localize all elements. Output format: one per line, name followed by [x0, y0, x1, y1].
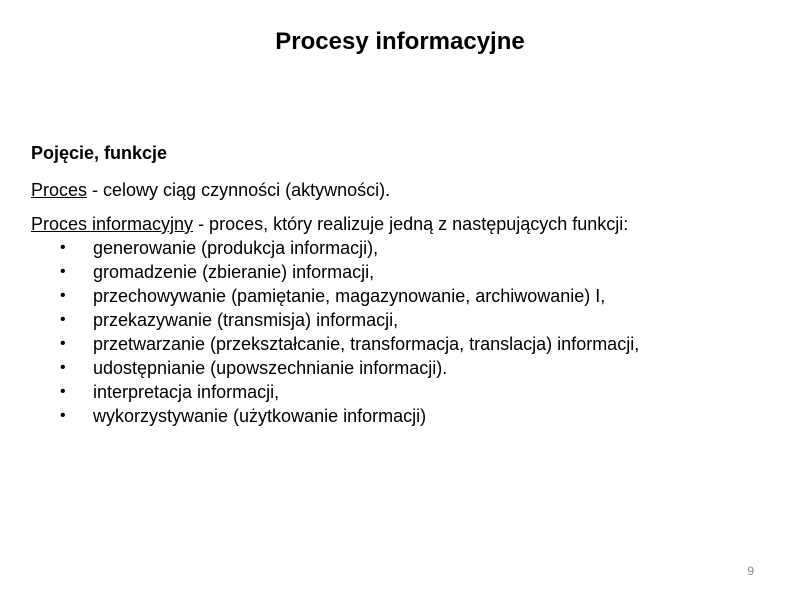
section-heading: Pojęcie, funkcje [31, 143, 168, 163]
definition-information-process [31, 212, 781, 236]
list-item-text: wykorzystywanie (użytkowanie informacji) [93, 406, 427, 426]
slide-content [31, 141, 781, 428]
list-item [31, 332, 781, 356]
bullet-icon: • [60, 311, 66, 328]
bullet-icon: • [60, 239, 66, 256]
bullet-icon: • [60, 407, 66, 424]
definition-text: - proces, który realizuje jedną z następujących funkcji: [193, 214, 629, 234]
bullet-icon: • [60, 287, 66, 304]
list-item [31, 308, 781, 332]
list-item-text: udostępnianie (upowszechnianie informacji). [93, 358, 448, 378]
list-item [31, 404, 781, 428]
bullet-icon: • [60, 335, 66, 352]
definition-term: Proces informacyjny [31, 214, 194, 234]
definition-term: Proces [31, 180, 88, 200]
definition-text: - celowy ciąg czynności (aktywności). [87, 180, 391, 200]
bullet-icon: • [60, 383, 66, 400]
function-list [31, 236, 781, 428]
list-item-text: interpretacja informacji, [93, 382, 280, 402]
list-item-text: przekazywanie (transmisja) informacji, [93, 310, 399, 330]
list-item-text: przetwarzanie (przekształcanie, transformacja, translacja) informacji, [93, 334, 640, 354]
slide-title: Procesy informacyjne [275, 28, 525, 55]
definition-process [31, 178, 781, 202]
list-item-text: gromadzenie (zbieranie) informacji, [93, 262, 375, 282]
list-item-text: przechowywanie (pamiętanie, magazynowanie, archiwowanie) I, [93, 286, 606, 306]
bullet-icon: • [60, 359, 66, 376]
list-item [31, 380, 781, 404]
list-item [31, 356, 781, 380]
bullet-icon: • [60, 263, 66, 280]
page-number: 9 [747, 564, 754, 578]
list-item [31, 284, 781, 308]
list-item [31, 260, 781, 284]
list-item [31, 236, 781, 260]
list-item-text: generowanie (produkcja informacji), [93, 238, 379, 258]
